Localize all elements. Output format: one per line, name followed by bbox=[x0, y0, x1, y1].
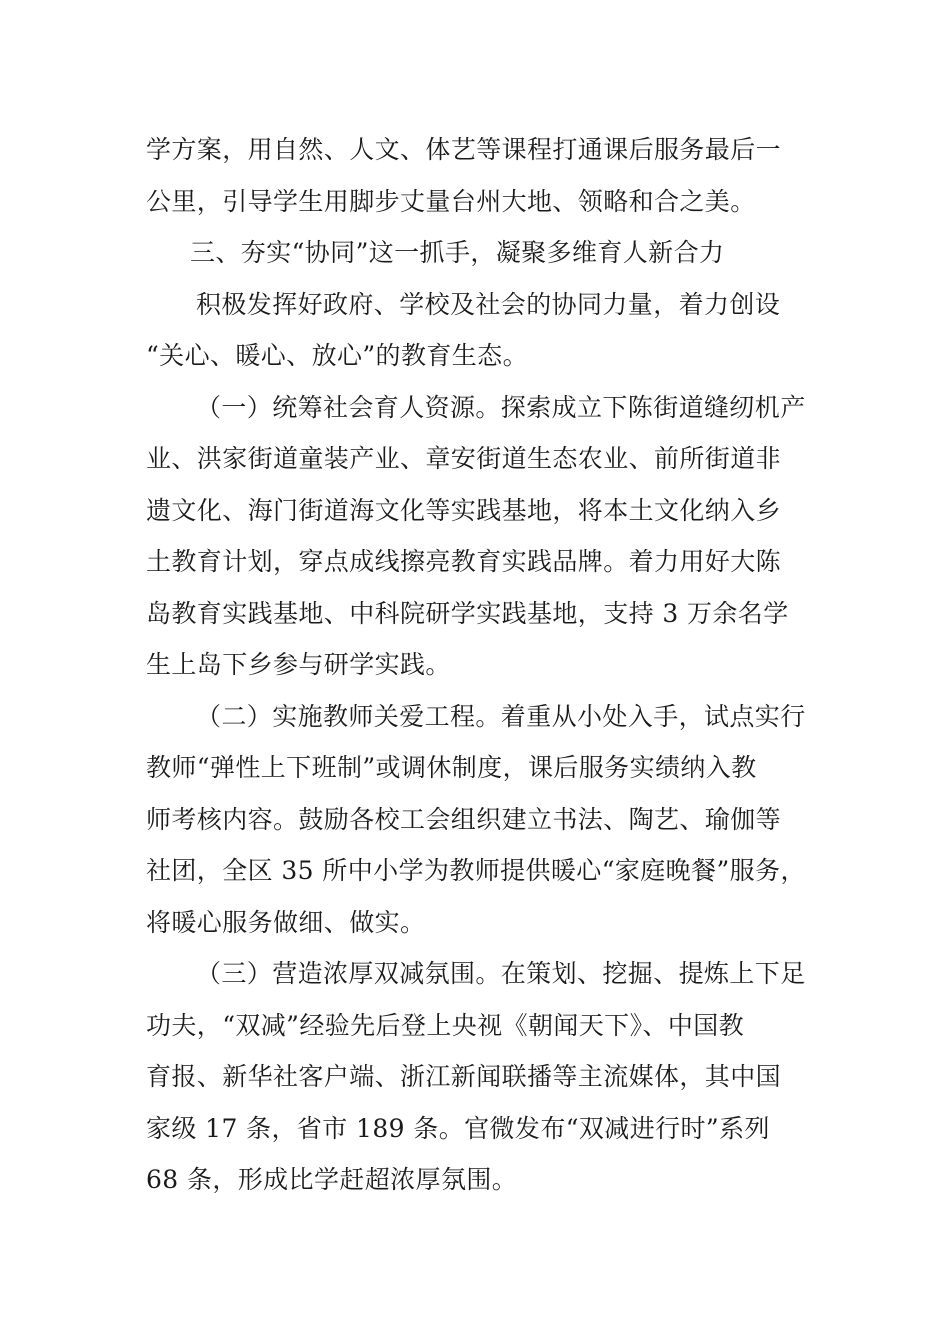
text-line: 将暖心服务做细、做实。 bbox=[146, 908, 426, 937]
text-line: 社团，全区 35 所中小学为教师提供暖心“家庭晚餐”服务， bbox=[146, 856, 806, 885]
text-line: 土教育计划，穿点成线擦亮教育实践品牌。着力用好大陈 bbox=[146, 547, 782, 576]
text-line: 积极发挥好政府、学校及社会的协同力量，着力创设 bbox=[196, 290, 781, 319]
text-line: 功夫，“双减”经验先后登上央视《朝闻天下》、中国教 bbox=[146, 1011, 745, 1040]
text-line: （二）实施教师关爱工程。着重从小处入手，试点实行 bbox=[196, 702, 806, 731]
text-line: 学方案，用自然、人文、体艺等课程打通课后服务最后一 bbox=[146, 135, 782, 164]
text-line: 业、洪家街道童装产业、章安街道生态农业、前所街道非 bbox=[146, 444, 782, 473]
text-line: 岛教育实践基地、中科院研学实践基地，支持 3 万余名学 bbox=[146, 599, 789, 628]
text-line: 公里，引导学生用脚步丈量台州大地、领略和合之美。 bbox=[146, 187, 756, 216]
text-line: 师考核内容。鼓励各校工会组织建立书法、陶艺、瑜伽等 bbox=[146, 805, 782, 834]
section-heading: 三、夯实“协同”这一抓手，凝聚多维育人新合力 bbox=[190, 238, 725, 267]
text-line: 生上岛下乡参与研学实践。 bbox=[146, 650, 451, 679]
text-line: 育报、新华社客户端、浙江新闻联播等主流媒体，其中国 bbox=[146, 1062, 782, 1091]
text-line: 教师“弹性上下班制”或调休制度，课后服务实绩纳入教 bbox=[146, 753, 757, 782]
text-line: 68 条，形成比学赶超浓厚氛围。 bbox=[146, 1165, 518, 1194]
text-line: 遗文化、海门街道海文化等实践基地，将本土文化纳入乡 bbox=[146, 496, 782, 525]
text-line: （一）统筹社会育人资源。探索成立下陈街道缝纫机产 bbox=[196, 393, 806, 422]
text-line: 家级 17 条，省市 189 条。官微发布“双减进行时”系列 bbox=[146, 1114, 770, 1143]
text-line: （三）营造浓厚双减氛围。在策划、挖掘、提炼上下足 bbox=[196, 959, 806, 988]
text-line: “关心、暖心、放心”的教育生态。 bbox=[146, 341, 528, 370]
